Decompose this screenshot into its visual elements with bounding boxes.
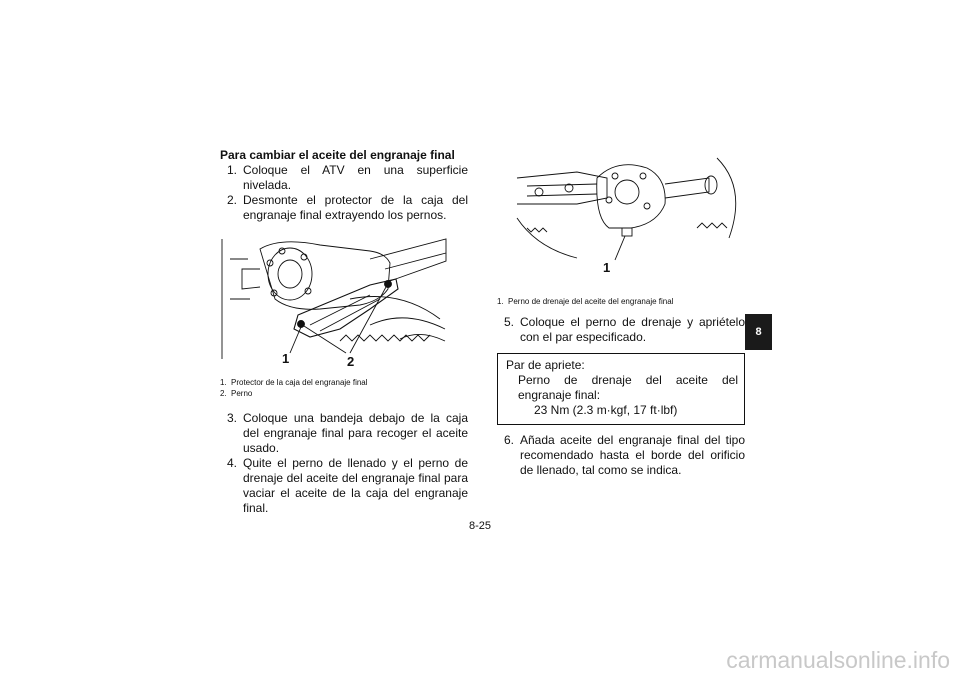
step-number: 5. bbox=[504, 315, 515, 329]
step-4 bbox=[220, 456, 468, 516]
steps-list-right bbox=[497, 315, 745, 345]
page-number: 8-25 bbox=[468, 520, 492, 532]
step-number: 3. bbox=[227, 411, 238, 425]
section-heading: Para cambiar el aceite del engranaje final bbox=[220, 148, 455, 162]
step-number: 1. bbox=[227, 163, 238, 177]
caption-item: 2. Perno bbox=[220, 389, 253, 398]
figure-captions bbox=[497, 296, 745, 307]
torque-spec-box bbox=[497, 353, 745, 425]
figure-gear-case-protector bbox=[220, 229, 468, 371]
torque-item: Perno de drenaje del aceite del engranaje final: bbox=[518, 373, 738, 402]
torque-title: Par de apriete: bbox=[506, 358, 585, 372]
left-column bbox=[220, 148, 468, 516]
step-text: Coloque el perno de drenaje y apriételo con el par especificado. bbox=[520, 315, 745, 344]
step-text: Desmonte el protector de la caja del engranaje final extrayendo los pernos. bbox=[243, 193, 468, 222]
step-number: 2. bbox=[227, 193, 238, 207]
callout-1: 1 bbox=[603, 260, 611, 275]
steps-list-top bbox=[220, 163, 468, 223]
figure-drain-bolt bbox=[497, 148, 745, 294]
figure-captions bbox=[220, 377, 468, 399]
watermark: carmanualsonline.info bbox=[726, 647, 950, 673]
illustration-gear-case bbox=[220, 229, 450, 371]
step-5 bbox=[497, 315, 745, 345]
step-1 bbox=[220, 163, 468, 193]
steps-list-right-2 bbox=[497, 433, 745, 478]
callout-2: 2 bbox=[347, 354, 355, 369]
step-number: 4. bbox=[227, 456, 238, 470]
step-text: Coloque una bandeja debajo de la caja del engranaje final para recoger el aceite usado. bbox=[243, 411, 468, 455]
step-6 bbox=[497, 433, 745, 478]
step-2 bbox=[220, 193, 468, 223]
caption-item: 1. Protector de la caja del engranaje final bbox=[220, 378, 368, 387]
steps-list-bottom bbox=[220, 411, 468, 516]
step-number: 6. bbox=[504, 433, 515, 447]
step-text: Coloque el ATV en una superficie nivelada. bbox=[243, 163, 468, 192]
section-tab: 8 bbox=[745, 314, 772, 350]
right-column bbox=[497, 148, 745, 478]
caption-item: 1. Perno de drenaje del aceite del engranaje final bbox=[497, 297, 674, 306]
step-text: Quite el perno de llenado y el perno de drenaje del aceite del engranaje final para vaciar el aceite de la caja del engranaje final. bbox=[243, 456, 468, 515]
step-3 bbox=[220, 411, 468, 456]
step-text: Añada aceite del engranaje final del tipo recomendado hasta el borde del orificio de llenado, tal como se indica. bbox=[520, 433, 745, 477]
torque-value: 23 Nm (2.3 m·kgf, 17 ft·lbf) bbox=[534, 403, 678, 417]
callout-1: 1 bbox=[282, 351, 290, 366]
illustration-drain-bolt bbox=[497, 148, 737, 294]
